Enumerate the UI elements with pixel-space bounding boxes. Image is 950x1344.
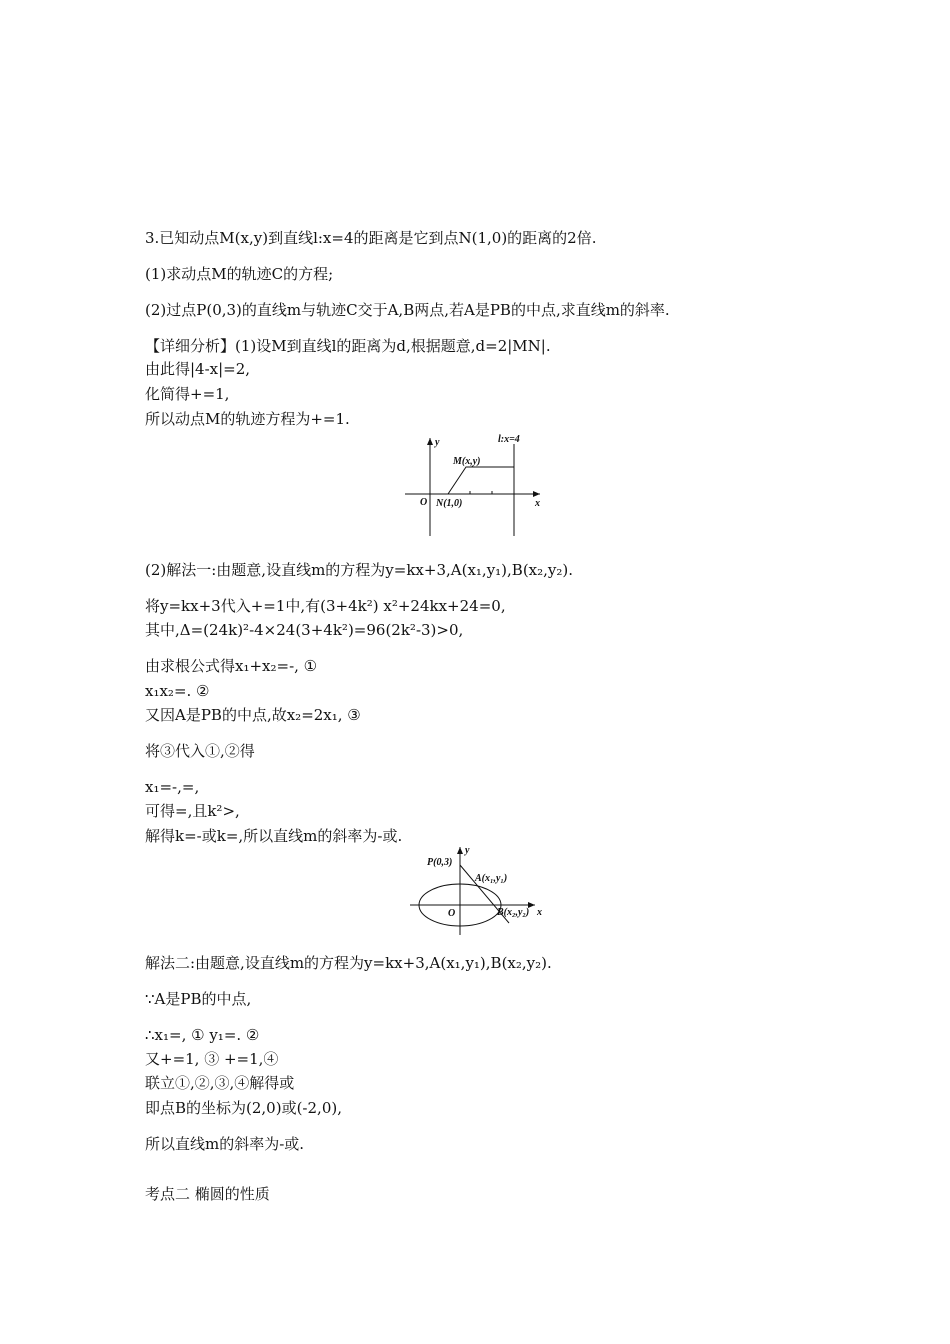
figure-trajectory <box>400 430 550 538</box>
method1-line-5: x₁x₂=. ② <box>145 682 210 700</box>
figure2-x-label: x <box>537 907 542 918</box>
method2-line-7: 所以直线m的斜率为-或. <box>145 1135 305 1153</box>
method1-line-3: 其中,Δ=(24k)²-4×24(3+4k²)=96(2k²-3)>0, <box>145 621 464 639</box>
figure1-o-label: O <box>420 497 428 508</box>
figure-ellipse <box>405 843 550 938</box>
method2-line-1: 解法二:由题意,设直线m的方程为y=kx+3,A(x₁,y₁),B(x₂,y₂). <box>145 954 552 972</box>
figure1-x-label: x <box>535 498 540 509</box>
method2-line-2: ∵A是PB的中点, <box>145 990 252 1008</box>
figure1-m-label: M(x,y) <box>453 456 481 467</box>
method1-line-9: 可得=,且k²>, <box>145 802 240 820</box>
figure1-y-label: y <box>435 437 440 448</box>
problem-title: 3.已知动点M(x,y)到直线l:x=4的距离是它到点N(1,0)的距离的2倍. <box>145 229 597 247</box>
question-2: (2)过点P(0,3)的直线m与轨迹C交于A,B两点,若A是PB的中点,求直线m的斜率. <box>145 301 670 319</box>
figure2-a-label: A(x₁,y₁) <box>475 873 508 884</box>
method1-line-6: 又因A是PB的中点,故x₂=2x₁, ③ <box>145 706 361 724</box>
method2-line-5: 联立①,②,③,④解得或 <box>145 1074 295 1092</box>
figure2-b-label: B(x₂,y₂) <box>497 907 530 918</box>
figure1-n-label: N(1,0) <box>436 498 463 509</box>
figure2-p-label: P(0,3) <box>427 857 453 868</box>
method1-line-4: 由求根公式得x₁+x₂=-, ① <box>145 657 318 675</box>
method1-line-1: (2)解法一:由题意,设直线m的方程为y=kx+3,A(x₁,y₁),B(x₂,y₂). <box>145 561 574 579</box>
analysis-line-4: 所以动点M的轨迹方程为+=1. <box>145 410 350 428</box>
analysis-line-2: 由此得|4-x|=2, <box>145 360 251 378</box>
analysis-line-1: 【详细分析】(1)设M到直线l的距离为d,根据题意,d=2|MN|. <box>145 337 551 355</box>
method2-line-4: 又+=1, ③ +=1,④ <box>145 1050 279 1068</box>
figure2-o-label: O <box>448 908 456 919</box>
method1-line-2: 将y=kx+3代入+=1中,有(3+4k²) x²+24kx+24=0, <box>145 597 506 615</box>
question-1: (1)求动点M的轨迹C的方程; <box>145 265 334 283</box>
analysis-line-3: 化简得+=1, <box>145 385 230 403</box>
figure2-y-label: y <box>465 845 470 856</box>
method2-line-3: ∴x₁=, ① y₁=. ② <box>145 1026 260 1044</box>
method1-line-10: 解得k=-或k=,所以直线m的斜率为-或. <box>145 827 403 845</box>
section-heading: 考点二 椭圆的性质 <box>145 1185 270 1203</box>
method1-line-7: 将③代入①,②得 <box>145 742 255 760</box>
method1-line-8: x₁=-,=, <box>145 778 200 796</box>
method2-line-6: 即点B的坐标为(2,0)或(-2,0), <box>145 1099 342 1117</box>
figure1-line-label: l:x=4 <box>498 434 520 445</box>
